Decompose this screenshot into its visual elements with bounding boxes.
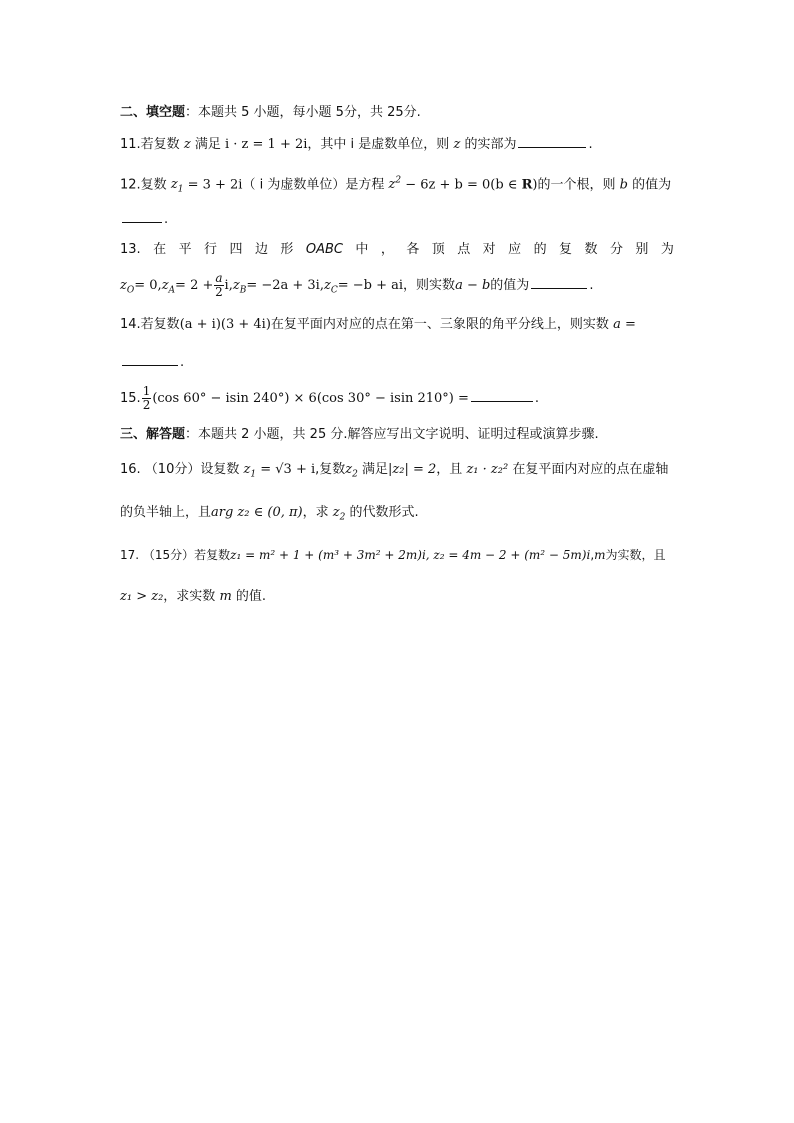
q14-answer-blank[interactable] (122, 353, 178, 366)
q13-zo-value: = 0, (134, 278, 162, 293)
q13-word: 为 (660, 242, 674, 257)
q14-expr: (a + i)(3 + 4i) (179, 317, 271, 332)
q16-z1-value: = √3 + i (260, 462, 316, 477)
q13-word: 复 (559, 242, 573, 257)
question-13-line1 (120, 241, 674, 259)
q15-answer-blank[interactable] (471, 389, 533, 402)
q16-prefix: 16. （10分）设复数 (120, 462, 240, 477)
q13-word: 的 (533, 242, 547, 257)
q15-expr: (cos 60° − isin 240°) × 6(cos 30° − isin 210°) = (152, 391, 469, 406)
q14-prefix: 14.若复数 (120, 317, 180, 332)
q13-word: 四 (229, 242, 243, 257)
q16-t4: 在复平面内对应的点在虚轴 (512, 462, 669, 477)
q13-zc: $z_C$ (323, 278, 338, 296)
q13-word: ， (380, 242, 394, 257)
q13-word: 形 (280, 242, 294, 257)
q17-prefix: 17. （15分）若复数 (120, 548, 231, 562)
q16-line2-c: 的代数形式. (349, 505, 419, 520)
section3-heading-bold: 三、解答题 (120, 427, 186, 442)
question-12-line2 (120, 210, 168, 229)
section3-heading (120, 426, 599, 444)
q11-text2: ，其中 i 是虚数单位，则 (307, 137, 450, 152)
q12-end: . (164, 212, 169, 227)
q17-line2-text: ，求实数 (163, 589, 216, 604)
q13-word: 边 (254, 242, 268, 257)
q13-frac-den: 2 (215, 285, 223, 299)
q13-text: ，则实数 (403, 278, 456, 293)
q13-word: 数 (584, 242, 598, 257)
q14-text: 在复平面内对应的点在第一、三象限的角平分线上，则实数 (270, 317, 609, 332)
question-16-line1 (120, 461, 668, 484)
q16-t1: ,复数 (315, 462, 346, 477)
q13-zo: $z_O$ (120, 278, 135, 296)
q14-end: . (180, 355, 185, 370)
q13-text2: 的值为 (490, 278, 530, 293)
q16-line2-b: ，求 (302, 505, 329, 520)
q12-text2: 的值为 (632, 177, 672, 193)
q16-z2: $z_2$ (345, 462, 358, 480)
question-14 (120, 316, 636, 334)
q16-product: z₁ · z₂² (466, 462, 509, 477)
question-11 (120, 135, 593, 154)
q13-zb-value: = −2a + 3i, (246, 278, 324, 293)
q16-arg: arg z₂ ∈ (0, π) (211, 505, 303, 520)
q12-answer-blank[interactable] (122, 210, 162, 223)
q13-za-value: = 2 + (175, 278, 214, 293)
q15-frac-num: 1 (142, 384, 151, 398)
q16-t3: ，且 (436, 462, 463, 477)
q12-text: 的一个根，则 (537, 177, 616, 193)
q13-word: 对 (482, 242, 496, 257)
q13-word: 平 (178, 242, 192, 257)
q12-z1: $z_1$ (170, 177, 184, 195)
q17-inequality: z₁ > z₂ (120, 589, 164, 604)
q13-frac-num: a (215, 271, 223, 285)
section3-heading-rest: ：本题共 2 小题，共 25 分.解答应写出文字说明、证明过程或演算步骤. (185, 427, 599, 442)
q13-word: 13. (120, 242, 141, 257)
q12-real-set: R (521, 177, 533, 193)
q11-var2: z (453, 137, 461, 152)
q17-line2-end: 的值. (235, 589, 267, 604)
question-12 (120, 172, 671, 199)
q17-line2-m: m (219, 589, 232, 604)
question-14-line2 (120, 353, 184, 372)
q13-za: $z_A$ (161, 278, 176, 296)
q13-end: . (589, 278, 594, 293)
q13-word: 别 (635, 242, 649, 257)
q13-word: 各 (406, 242, 420, 257)
section2-heading-rest: ：本题共 5 小题，每小题 5分，共 25分. (185, 105, 421, 120)
q17-t2: 为实数，且 (605, 548, 666, 562)
question-15 (120, 385, 539, 413)
question-16-line2 (120, 504, 419, 527)
q12-close: ) (532, 177, 538, 193)
q11-answer-blank[interactable] (518, 135, 586, 148)
q15-prefix: 15. (120, 391, 141, 406)
q14-var: a = (613, 317, 636, 332)
q15-fraction (142, 385, 152, 412)
question-17-line2 (120, 588, 266, 606)
q16-z2-ref: $z_2$ (332, 505, 346, 523)
question-17-line1 (120, 546, 666, 564)
q13-answer-blank[interactable] (531, 276, 587, 289)
q17-expr: z₁ = m² + 1 + (m³ + 3m² + 2m)i, z₂ = 4m − 2 + (m² − 5m)i (230, 548, 591, 562)
q13-word: 在 (153, 242, 167, 257)
q12-paren: （ i 为虚数单位）是方程 (242, 177, 385, 193)
q11-text3: 的实部为 (464, 137, 517, 152)
q13-word: 中 (355, 242, 369, 257)
q16-z1: $z_1$ (243, 462, 257, 480)
question-13-line2 (120, 272, 593, 304)
q17-t1: , (590, 548, 595, 562)
section2-heading (120, 104, 421, 122)
q16-t2: 满足 (362, 462, 389, 477)
q11-prefix: 11.若复数 (120, 137, 180, 152)
section2-heading-bold: 二、填空题 (120, 105, 186, 120)
q13-word: OABC (305, 242, 343, 257)
q13-zb: $z_B$ (232, 278, 247, 296)
q13-fraction (214, 272, 223, 299)
q17-m: m (594, 548, 606, 562)
q15-end: . (534, 391, 540, 406)
q12-equation2: − 6z + b = 0(b ∈ (405, 177, 522, 193)
q13-za-rest: i, (224, 278, 233, 293)
q13-zc-value: = −b + ai (337, 278, 404, 293)
q11-equation: i · z = 1 + 2i (224, 137, 308, 152)
q13-word: 顶 (431, 242, 445, 257)
q13-word: 应 (508, 242, 522, 257)
q12-z-squared: $z^2$ (388, 176, 402, 193)
q11-var: z (183, 137, 191, 152)
q12-equation: = 3 + 2i (187, 177, 243, 193)
q13-expr: a − b (455, 278, 491, 293)
q12-var-b: b (619, 177, 628, 193)
q11-end: . (588, 137, 593, 152)
q13-word: 行 (204, 242, 218, 257)
q16-abs: |z₂| = 2 (388, 462, 437, 477)
q13-word: 分 (609, 242, 623, 257)
q15-frac-den: 2 (142, 398, 151, 412)
q11-text1: 满足 (194, 137, 221, 152)
q16-line2-a: 的负半轴上，且 (120, 505, 212, 520)
q12-prefix: 12.复数 (120, 177, 167, 193)
q13-word: 点 (457, 242, 471, 257)
